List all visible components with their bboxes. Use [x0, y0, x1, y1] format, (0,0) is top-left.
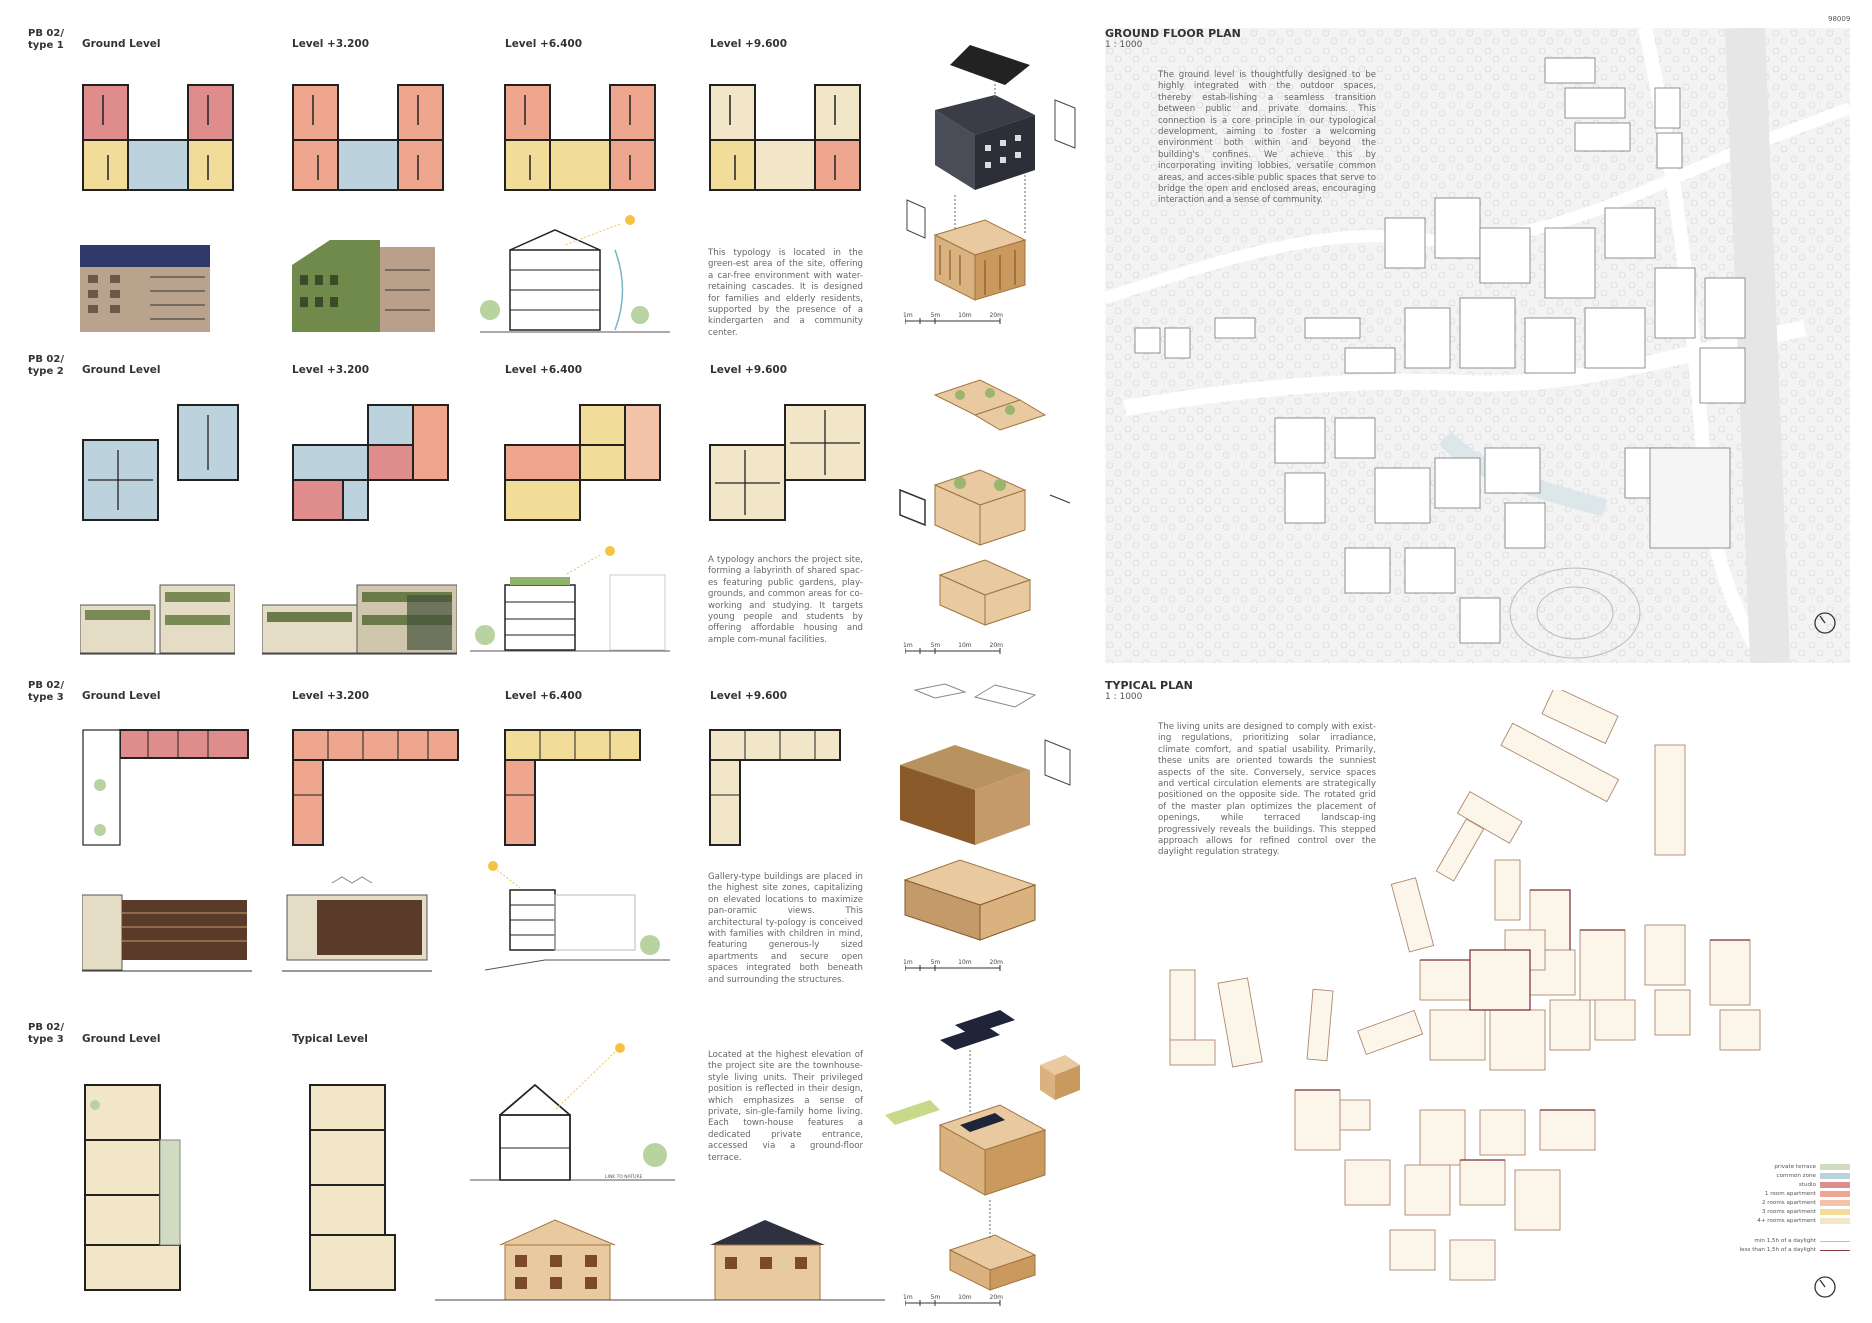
section-4-code: PB 02/ type 3	[28, 1022, 65, 1045]
ground-floor-plan-description: The ground level is thoughtfully designed to be highly integrated with the outdoor spaces, thereby estab-lishing a seamless transition between public and private domains. This connection is a core principle in our typological development, aiming to foster a welcoming environment both within and beyond the building's confines. We achieve this by incorporating inviting lobbies, versatile common areas, and acces-sible public spaces that serve to bridge the open and enclosed areas, encouraging interaction and a sense of community.	[1158, 70, 1376, 206]
section-4-ground-line	[435, 1299, 885, 1302]
legend-line-min-daylight: min 1,5h of a daylight	[1754, 1238, 1850, 1244]
section-2-section-diagram	[470, 545, 670, 655]
legend-swatch	[1820, 1209, 1850, 1215]
legend	[1690, 1164, 1850, 1274]
section-2-plan-3	[500, 395, 670, 530]
section-4-plan-1	[80, 1080, 190, 1295]
section-2-elevation-2	[262, 580, 457, 655]
section-1-axonometric	[895, 40, 1085, 310]
legend-item-1-room: 1 room apartment	[1765, 1191, 1850, 1197]
legend-item-2-rooms: 2 rooms apartment	[1762, 1200, 1850, 1206]
section-4-scale-labels: 1m 5m 10m 20m	[903, 1294, 1003, 1301]
section-1-elevation-2	[290, 235, 440, 335]
section-3-axonometric	[895, 680, 1085, 950]
typical-plan-title: TYPICAL PLAN	[1105, 679, 1193, 692]
north-arrow-icon-2	[1813, 1275, 1837, 1299]
section-2-code: PB 02/ type 2	[28, 354, 65, 377]
legend-line-swatch	[1820, 1241, 1850, 1242]
section-3-scale-labels: 1m 5m 10m 20m	[903, 959, 1003, 966]
section-3-plan-3	[500, 725, 675, 850]
section-3-level-4: Level +9.600	[710, 690, 788, 702]
section-3-plan-2	[288, 725, 463, 850]
section-3-code: PB 02/ type 3	[28, 680, 65, 703]
section-4-link-label: LINK TO NATURE	[605, 1175, 643, 1180]
ground-floor-plan-scale: 1 : 1000	[1105, 40, 1143, 50]
section-4-axonometric	[880, 1005, 1090, 1300]
section-4-elevation-2	[705, 1215, 830, 1305]
section-2-plan-2	[288, 395, 458, 530]
section-1-scale-labels: 1m 5m 10m 20m	[903, 312, 1003, 319]
section-4-elevation-1	[495, 1215, 620, 1305]
legend-item-studio: studio	[1799, 1182, 1850, 1188]
section-2-level-3: Level +6.400	[505, 364, 583, 376]
legend-item-private-terrace: private terrace	[1774, 1164, 1850, 1170]
section-1-level-2: Level +3.200	[292, 38, 370, 50]
section-4-level-2: Typical Level	[292, 1033, 368, 1045]
section-3-plan-1	[78, 725, 253, 850]
section-4-level-1: Ground Level	[82, 1033, 161, 1045]
ground-floor-plan-title: GROUND FLOOR PLAN	[1105, 27, 1241, 40]
legend-item-3-rooms: 3 rooms apartment	[1762, 1209, 1850, 1215]
section-2-level-2: Level +3.200	[292, 364, 370, 376]
section-2-plan-4	[705, 395, 875, 530]
section-4-description: Located at the highest elevation of the project site are the townhouse-style living units. Their privileged position is reflected in their design, which emphasizes a sense of private, sin-gle-family home living. Each town-house features a dedicated private entrance, accessed via a ground-floor terrace.	[708, 1050, 863, 1163]
section-1-code: PB 02/ type 1	[28, 28, 65, 51]
section-3-level-2: Level +3.200	[292, 690, 370, 702]
section-1-level-1: Ground Level	[82, 38, 161, 50]
section-4-plan-2	[300, 1080, 400, 1295]
legend-swatch	[1820, 1191, 1850, 1197]
section-1-description: This typology is located in the green-est area of the site, offering a car-free environment with water-retaining cascades. It is designed for families and elderly residents, supported by the presence of a kindergarten and a community center.	[708, 248, 863, 338]
section-3-section-diagram	[485, 860, 670, 975]
section-3-elevation-2	[282, 875, 432, 975]
north-arrow-icon	[1813, 611, 1837, 635]
section-3-level-1: Ground Level	[82, 690, 161, 702]
legend-line-less-daylight: less than 1,5h of a daylight	[1740, 1247, 1850, 1253]
section-3-level-3: Level +6.400	[505, 690, 583, 702]
section-2-plan-1	[78, 395, 248, 530]
section-2-description: A typology anchors the project site, forming a labyrinth of shared spac-es featuring public gardens, play-grounds, and common areas for co-working and studying. It targets young people and students by offering affordable housing and ample com-munal facilities.	[708, 555, 863, 645]
legend-line-swatch	[1820, 1250, 1850, 1251]
section-1-plan-2	[288, 75, 448, 195]
legend-swatch	[1820, 1218, 1850, 1224]
legend-swatch	[1820, 1164, 1850, 1170]
typical-plan-description: The living units are designed to comply with exist-ing regulations, prioritizing solar irradiance, climate comfort, and spatial usability. Primarily, these units are oriented towards the sunniest aspects of the site. Conversely, service spaces and vertical circulation elements are strategically positioned on the opposite side. The rotated grid of the master plan optimizes the placement of openings, while terraced landscap-ing progressively reveals the buildings. This stepped approach allows for refined control over the daylight regulation strategy.	[1158, 722, 1376, 858]
section-1-level-3: Level +6.400	[505, 38, 583, 50]
section-1-section-diagram	[480, 210, 670, 340]
section-2-level-1: Ground Level	[82, 364, 161, 376]
legend-item-4-rooms: 4+ rooms apartment	[1757, 1218, 1850, 1224]
typical-plan-drawing	[1150, 690, 1780, 1300]
section-4-section-diagram	[470, 1040, 675, 1190]
section-1-plan-1	[78, 75, 238, 195]
legend-item-common-zone: common zone	[1777, 1173, 1851, 1179]
section-1-plan-3	[500, 75, 660, 195]
section-3-plan-4	[705, 725, 880, 850]
section-3-elevation-1	[82, 875, 252, 975]
section-1-plan-4	[705, 75, 865, 195]
section-1-elevation-1	[80, 235, 215, 335]
typical-plan-scale: 1 : 1000	[1105, 692, 1143, 702]
section-2-level-4: Level +9.600	[710, 364, 788, 376]
legend-swatch	[1820, 1173, 1850, 1179]
page-id: 98009	[1828, 15, 1851, 23]
section-2-elevation-1	[80, 580, 235, 655]
section-2-scale-labels: 1m 5m 10m 20m	[903, 642, 1003, 649]
legend-swatch	[1820, 1200, 1850, 1206]
legend-swatch	[1820, 1182, 1850, 1188]
section-1-level-4: Level +9.600	[710, 38, 788, 50]
section-3-description: Gallery-type buildings are placed in the highest site zones, capitalizing on elevated locations to maximize pan-oramic views. This architectural ty-pology is conceived with families with children in mind, featuring generous-ly sized apartments and secure open spaces integrated both beneath and surrounding the structures.	[708, 872, 863, 985]
section-2-axonometric	[890, 375, 1085, 635]
